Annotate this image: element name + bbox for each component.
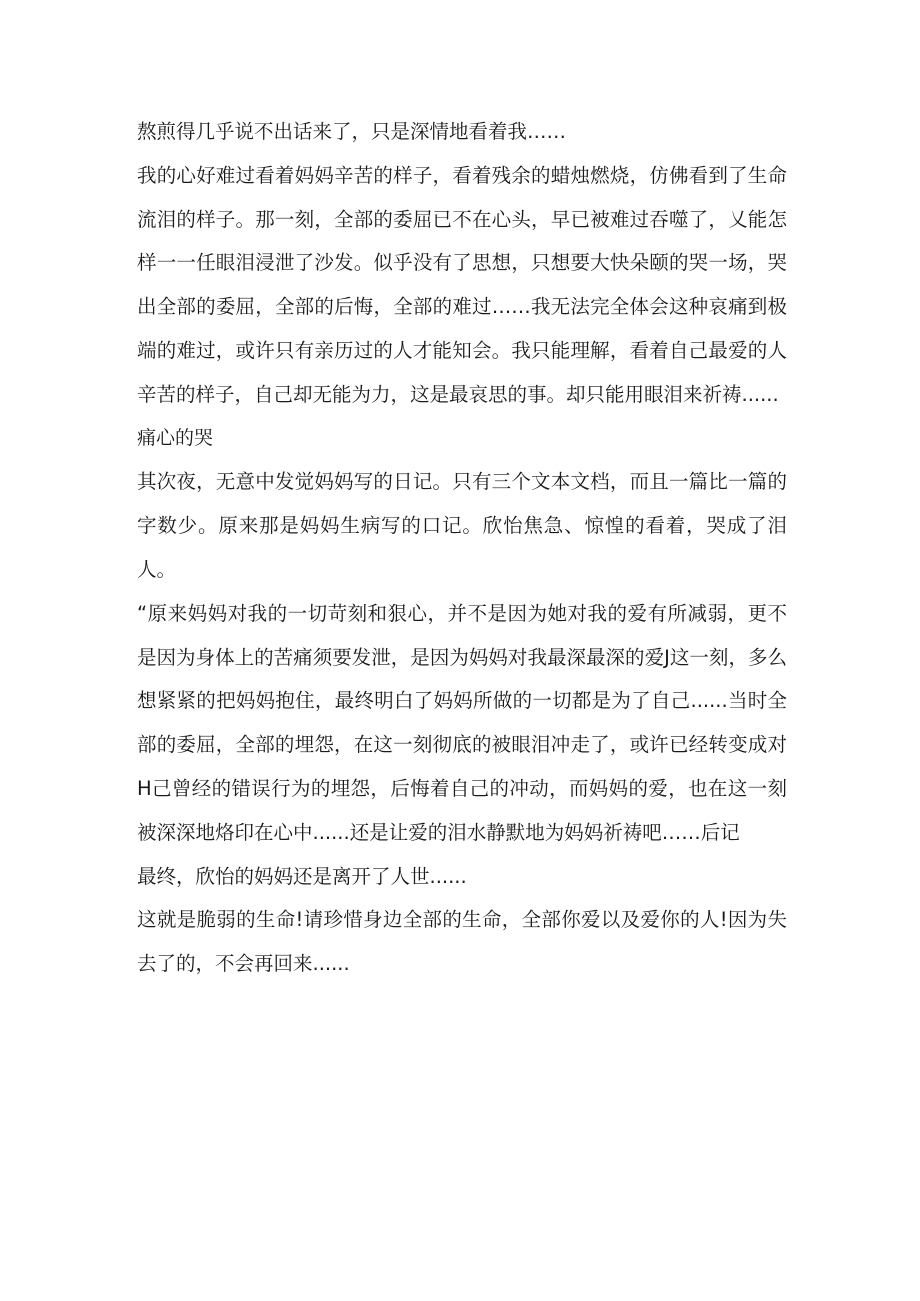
paragraph-5: 最终，欣怡的妈妈还是离开了人世......: [137, 864, 467, 888]
paragraph-4: “原来妈妈对我的一切苛刻和狠心，并不是因为她对我的爱有所减弱，更不是因为身体上的苦痛须要发泄，是因为妈妈对我最深最深的爱J这一刻，多么想紧紧的把妈妈抱住，最终明白了妈妈所做的一切都是为了自己......当时全部的委屈，全部的埋怨，在这一刻彻底的被眼泪冲走了，或许已经转变成对H己曾经的错误行为的埋怨，后悔着自己的冲动，而妈妈的爱，也在这一刻被深深地烙印在心中......还是让爱的泪水静默地为妈妈祈祷吧……后记: [137, 601, 787, 844]
paragraph-2: 我的心好难过看着妈妈辛苦的样子，看着残余的蜡烛燃烧，仿佛看到了生命流泪的样子。那一刻，全部的委屈已不在心头，早已被难过吞噬了，乂能怎样一一任眼泪浸泄了沙发。似乎没有了思想，只想要大快朵颐的哭一场，哭出全部的委屈，全部的后悔，全部的难过……我无法完全体会这种哀痛到极端的难过，或许只有亲历过的人才能知会。我只能理解，看着自己最爱的人辛苦的样子，自己却无能为力，这是最哀思的事。却只能用眼泪来祈祷......: [137, 163, 787, 406]
paragraph-1: 熬煎得几乎说不出话来了，只是深情地看着我……: [137, 120, 567, 143]
paragraph-3: 其次夜，无意中发觉妈妈写的日记。只有三个文本文档，而且一篇比一篇的字数少。原来那是妈妈生病写的口记。欣怡焦急、惊惶的看着，哭成了泪人。: [137, 470, 787, 581]
section-heading: 痛心的哭: [137, 426, 214, 449]
paragraph-6: 这就是脆弱的生命!请珍惜身边全部的生命，全部你爱以及爱你的人!因为失去了的，不会再回来......: [137, 908, 787, 976]
document-body: [137, 110, 787, 986]
